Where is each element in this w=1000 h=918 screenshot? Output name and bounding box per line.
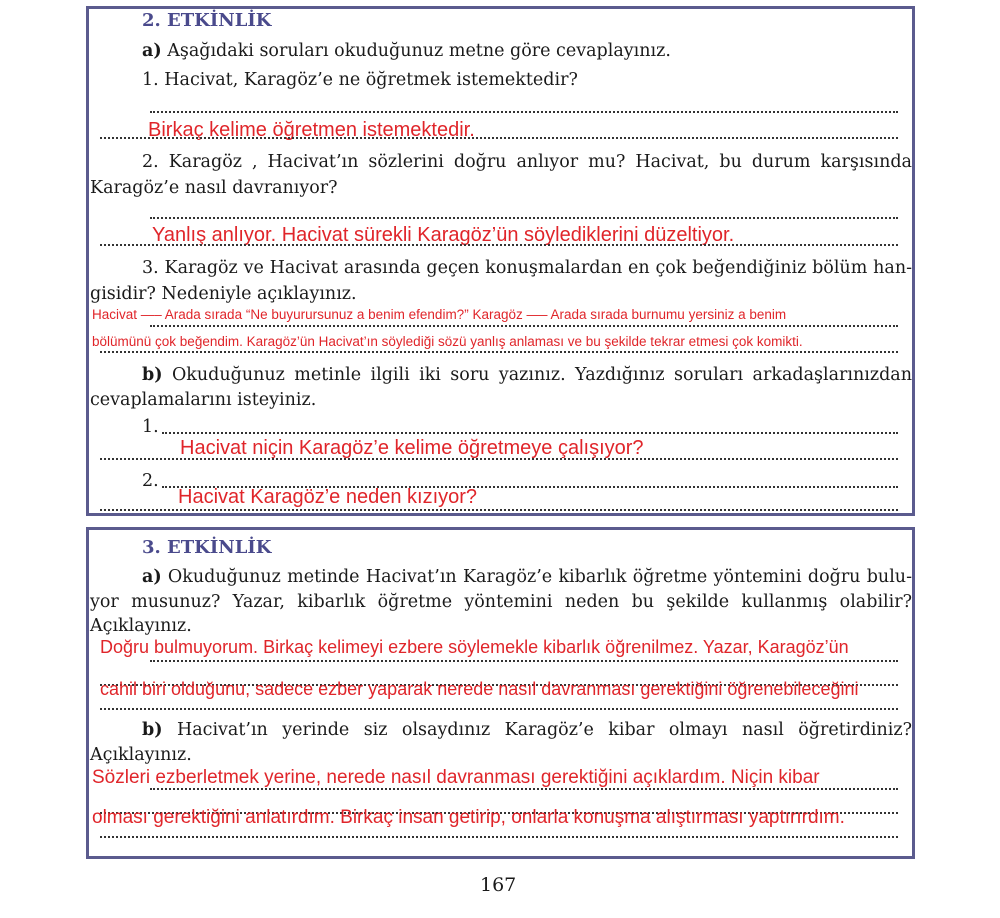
answer-line [150,217,898,219]
answer-line [150,325,898,327]
answer-3a-line-1[interactable]: Doğru bulmuyorum. Birkaç kelimeyi ezbere söylemekle kibarlık öğrenilmez. Yazar, Karagöz’ün [100,637,849,657]
activity-2b-line-1 [90,364,912,386]
question-2-line-1: 2. Karagöz , Hacivat’ın sözlerini doğru anlıyor mu? Hacivat, bu durum karşısında [142,152,912,172]
activity-3-heading: 3. ETKİNLİK [142,537,272,558]
activity-3a-line-2: yor musunuz? Yazar, kibarlık öğretme yöntemini neden bu şekilde kullanmış olabilir? [90,592,912,612]
answer-3-line-1[interactable]: Hacivat —– Arada sırada “Ne buyurursunuz a benim efendim?” Karagöz —– Arada sırada burnumu yersiniz a benim [92,307,787,322]
activity-3a-line-1 [90,566,912,588]
label-a: a) [142,41,162,61]
question-text: Hacivat’ın yerinde siz olsaydınız Karagöz’e kibar olmayı nasıl öğretirdiniz? [176,720,912,740]
activity-2a-instruction [142,40,671,62]
activity-3b-line-1 [90,719,912,741]
answer-line [100,836,898,838]
answer-line [100,509,898,511]
instruction-text: Aşağıdaki soruları okuduğunuz metne göre cevaplayınız. [167,41,671,61]
answer-line [100,458,898,460]
question-3-line-1: 3. Karagöz ve Hacivat arasında geçen konuşmalardan en çok beğendiğiniz bölüm han- [142,258,912,278]
answer-line [100,708,898,710]
label-b: b) [142,720,163,740]
answer-line [100,137,898,139]
answer-3b-line-1[interactable]: Sözleri ezberletmek yerine, nerede nasıl davranması gerektiğini açıklardım. Niçin kibar [92,767,820,788]
answer-line [100,351,898,353]
activity-2b-line-2: cevaplamalarını isteyiniz. [90,390,317,410]
question-1: 1. Hacivat, Karagöz’e ne öğretmek istemektedir? [142,70,578,90]
page-number: 167 [480,874,517,896]
question-2-line-2: Karagöz’e nasıl davranıyor? [90,178,338,198]
answer-line [150,788,898,790]
question-text: Okuduğunuz metinde Hacivat’ın Karagöz’e kibarlık öğretme yöntemini doğru bulu- [167,567,912,587]
item-number-2: 2. [142,471,159,491]
label-a: a) [142,567,162,587]
answer-line [150,111,898,113]
activity-3a-line-3: Açıklayınız. [90,616,192,636]
answer-3b-line-2[interactable]: olması gerektiğini anlatırdım. Birkaç insan getirip, onlarla konuşma alıştırması yaptırırdım. [92,807,845,828]
activity-2-heading: 2. ETKİNLİK [142,10,272,31]
label-b: b) [142,365,163,385]
answer-line [162,432,898,434]
answer-2[interactable]: Yanlış anlıyor. Hacivat sürekli Karagöz’ün söylediklerini düzeltiyor. [152,224,735,246]
item-number-1: 1. [142,417,159,437]
written-question-1[interactable]: Hacivat niçin Karagöz’e kelime öğretmeye çalışıyor? [180,437,644,459]
written-question-2[interactable]: Hacivat Karagöz’e neden kızıyor? [178,486,478,508]
question-3-line-2: gisidir? Nedeniyle açıklayınız. [90,284,357,304]
instruction-text: Okuduğunuz metinle ilgili iki soru yazınız. Yazdığınız soruları arkadaşlarınızdan [171,365,912,385]
answer-3-line-2[interactable]: bölümünü çok beğendim. Karagöz’ün Hacivat’ın söylediği sözü yanlış anlaması ve bu şekilde tekrar etmesi çok komikti. [92,334,803,349]
answer-line [150,660,898,662]
answer-1[interactable]: Birkaç kelime öğretmen istemektedir. [148,119,475,141]
answer-3a-line-2[interactable]: cahil biri olduğunu, sadece ezber yaparak nerede nasıl davranması gerektiğini öğrenebileceğini [100,679,859,699]
answer-line [100,244,898,246]
activity-3b-line-2: Açıklayınız. [90,745,192,765]
